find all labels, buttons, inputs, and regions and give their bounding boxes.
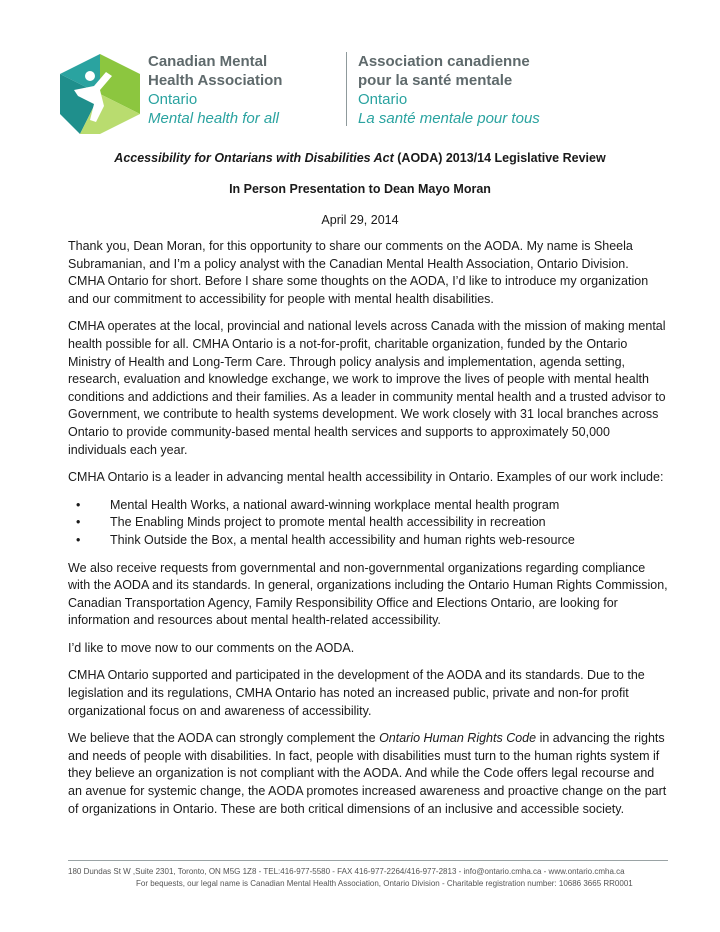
org-name-french: [358, 52, 618, 128]
list-item: [76, 514, 668, 532]
list-item-text: The Enabling Minds project to promote mental health accessibility in recreation: [110, 515, 546, 530]
act-name: Accessibility for Ontarians with Disabilities Act: [114, 151, 394, 165]
title-rest: (AODA) 2013/14 Legislative Review: [393, 151, 606, 165]
list-item: [76, 532, 668, 550]
cmha-logo-icon: [60, 54, 140, 134]
paragraph-support: CMHA Ontario supported and participated in the development of the AODA and its standards. Due to the legislation and its regulations, CMHA Ontario has noted an increased public, private and non-for profit organizational focus on and awareness of accessibility.: [68, 668, 645, 718]
org-name-english: [148, 52, 338, 128]
bullet-icon: •: [76, 497, 81, 512]
document-date: April 29, 2014: [321, 213, 399, 227]
document-header: [0, 150, 720, 229]
p7-before: We believe that the AODA can strongly complement the: [68, 731, 380, 746]
paragraph-human-rights-code: [68, 730, 668, 818]
paragraph-about-cmha: CMHA operates at the local, provincial and national levels across Canada with the mission of making mental health possible for all. CMHA Ontario is a not-for-profit, charitable organization, funded by the Ontario Ministry of Health and Long-Term Care. Through policy analysis and implementation, agenda setting, research, evaluation and knowledge exchange, we work to improve the lives of people with mental health conditions and addictions and their families. As a leader in community mental health and a trusted advisor to Government, we contribute to health systems development. We work closely with 31 local branches across Ontario to provide community-based mental health services and supports to approximately 50,000 individuals each year.: [68, 319, 666, 457]
tagline-fr: La santé mentale pour tous: [358, 110, 540, 127]
org-name-fr-line1: Association canadienne: [358, 53, 530, 70]
list-item: [76, 497, 668, 515]
paragraph-introduction: Thank you, Dean Moran, for this opportunity to share our comments on the AODA. My name is Sheela Subramanian, and I’m a policy analyst with the Canadian Mental Health Association, Ontario Division. CMHA Ontario for short. Before I share some thoughts on the AODA, I’d like to introduce my organization and our commitment to accessibility for people with mental health disabilities.: [68, 239, 649, 306]
p7-after: in advancing the rights and needs of people with disabilities. In fact, people with disabilities must turn to the human rights system if they believe an organization is not compliant with the AODA. And while the Code offers legal recourse and an avenue for systemic change, the AODA promotes increased awareness and proactive change on the part of organizations in Ontario. These are both critical dimensions of an inclusive and accessible society.: [68, 731, 667, 816]
org-name-en-line2: Health Association: [148, 72, 283, 89]
org-province-en: Ontario: [148, 91, 198, 108]
bullet-icon: •: [76, 532, 81, 547]
page-footer: [68, 860, 668, 890]
document-body: [68, 238, 668, 828]
letterhead: [60, 46, 660, 136]
bullet-icon: •: [76, 515, 81, 530]
list-item-text: Mental Health Works, a national award-winning workplace mental health program: [110, 497, 560, 512]
tagline-en: Mental health for all: [148, 110, 279, 127]
document-subtitle: In Person Presentation to Dean Mayo Moran: [229, 182, 491, 196]
paragraph-requests: We also receive requests from governmental and non-governmental organizations regarding compliance with the AODA and its standards. In general, organizations including the Ontario Human Rights Commission, Canadian Transportation Agency, Family Responsibility Office and Elections Ontario, are looking for information and resources about mental health-related accessibility.: [68, 560, 668, 628]
document-title: [0, 150, 720, 167]
footer-contact: 180 Dundas St W ,Suite 2301, Toronto, ON M5G 1Z8 - TEL:416-977-5580 - FAX 416-977-2264/416-977-2813 - info@ontario.cmha.ca - www.ontario.cmha.ca: [68, 867, 625, 876]
footer-legal: For bequests, our legal name is Canadian Mental Health Association, Ontario Division - Charitable registration number: 10686 3665 RR0001: [136, 879, 633, 888]
list-item-text: Think Outside the Box, a mental health accessibility and human rights web-resource: [110, 532, 575, 547]
examples-list: [68, 497, 668, 550]
org-name-en-line1: Canadian Mental: [148, 53, 268, 70]
org-name-fr-line2: pour la santé mentale: [358, 72, 513, 89]
code-name: Ontario Human Rights Code: [379, 731, 537, 746]
letterhead-divider: [346, 52, 347, 126]
paragraph-transition: I’d like to move now to our comments on the AODA.: [68, 640, 355, 655]
paragraph-accessibility-leader: CMHA Ontario is a leader in advancing mental health accessibility in Ontario. Examples of our work include:: [68, 470, 664, 485]
logo-figure-head: [85, 71, 95, 81]
org-province-fr: Ontario: [358, 91, 408, 108]
